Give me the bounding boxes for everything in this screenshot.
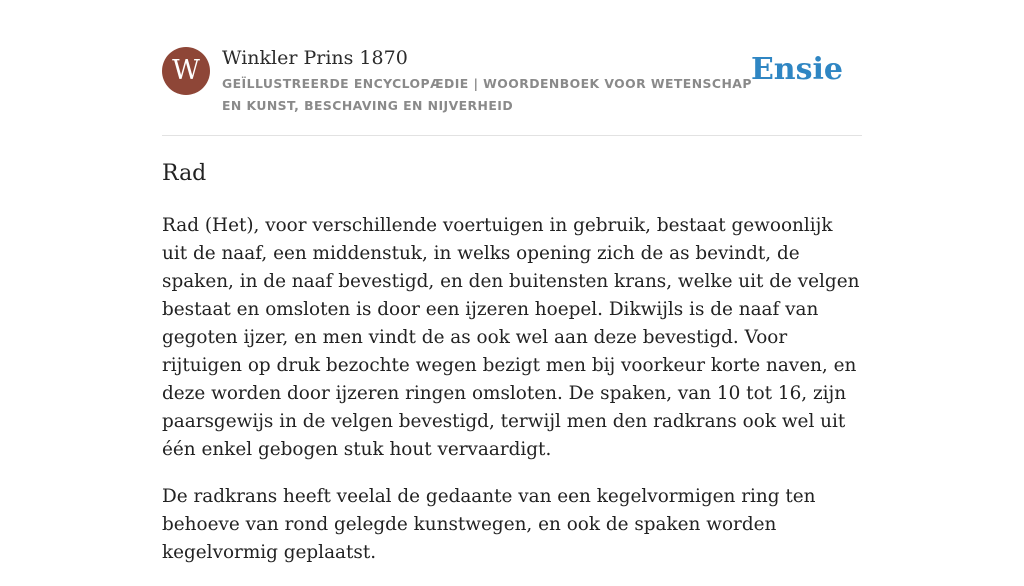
- entry-body: [162, 212, 862, 586]
- entry-paragraph: Rad (Het), voor verschillende voertuigen in gebruik, bestaat gewoonlijk uit de naaf, een middenstuk, in welks opening zich de as bevindt, de spaken, in de naaf bevestigd, en den buitensten krans, welke uit de velgen bestaat en omsloten is door een ijzeren hoepel. Dikwijls is de naaf van gegoten ijzer, en men vindt de as ook wel aan deze bevestigd. Voor rijtuigen op druk bezochte wegen bezigt men bij voorkeur korte naven, en deze worden door ijzeren ringen omsloten. De spaken, van 10 tot 16, zijn paarsgewijs in de velgen bevestigd, terwijl men den radkrans ook wel uit één enkel gebogen stuk hout vervaardigt.: [162, 215, 860, 460]
- source-title[interactable]: Winkler Prins 1870: [222, 47, 408, 69]
- source-subtitle: GEÏLLUSTREERDE ENCYCLOPÆDIE | WOORDENBOEK VOOR WETENSCHAP EN KUNST, BESCHAVING EN NIJVERHEID: [222, 76, 752, 113]
- source-header: [162, 46, 862, 136]
- ensie-logo[interactable]: Ensie: [750, 52, 843, 87]
- entry-title: Rad: [162, 161, 207, 186]
- entry-paragraph: De radkrans heeft veelal de gedaante van een kegelvormigen ring ten behoeve van rond gelegde kunstwegen, en ook de spaken worden kegelvormig geplaatst.: [162, 486, 816, 563]
- source-avatar[interactable]: W: [162, 47, 210, 95]
- header-divider: [162, 135, 862, 136]
